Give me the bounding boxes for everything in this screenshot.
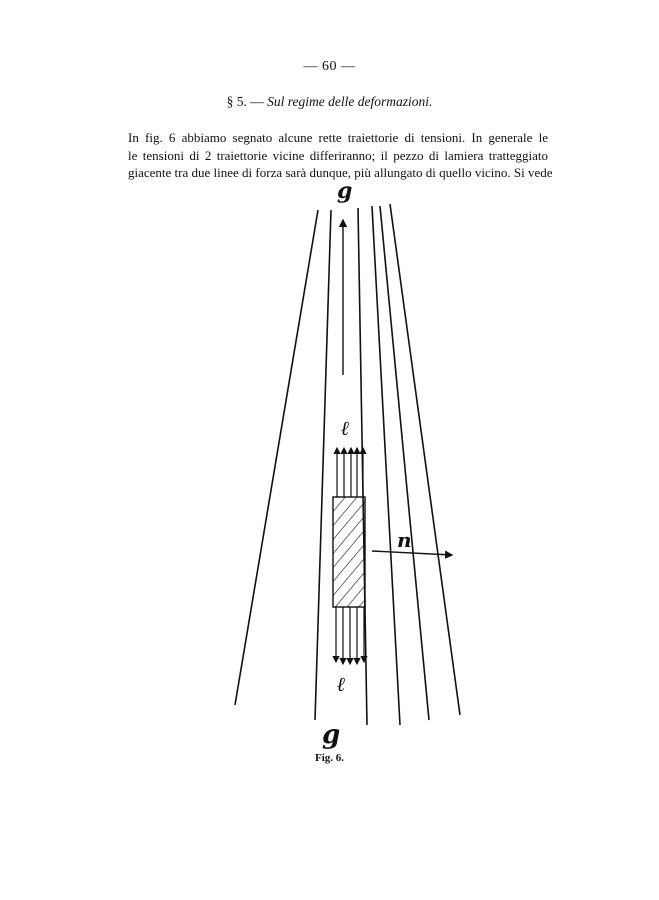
label-g-top: g (337, 178, 353, 204)
paragraph-line: In fig. 6 abbiamo segnato alcune rette traiettorie di tensioni. In generale le (128, 130, 548, 145)
upper-tension-arrows (337, 448, 363, 497)
body-paragraph (128, 129, 553, 182)
trajectory-line (390, 204, 460, 715)
lower-tension-arrows (336, 607, 364, 664)
hatched-strip (333, 497, 365, 607)
label-l-lower: ℓ (337, 672, 346, 696)
section-heading (0, 94, 659, 110)
label-n: n (397, 528, 412, 552)
figure-caption: Fig. 6. (314, 752, 345, 764)
normal-arrow (372, 551, 452, 555)
paragraph-line: le tensioni di 2 traiettorie vicine differiranno; il pezzo di lamiera tratteggiato (128, 147, 548, 163)
trajectory-line (315, 210, 331, 720)
figure-drawing (0, 180, 659, 750)
trajectory-line (235, 210, 318, 705)
trajectory-lines (235, 204, 460, 725)
section-title: Sul regime delle deformazioni. (267, 94, 433, 109)
label-l-upper: ℓ (341, 416, 350, 440)
paragraph-line: giacente tra due linee di forza sarà dunque, più allungato di quello vicino. Si vede (128, 165, 553, 180)
section-marker: § 5. — (226, 94, 264, 109)
page-number: — 60 — (303, 59, 356, 74)
figure-6 (0, 180, 659, 750)
trajectory-line (372, 206, 400, 725)
label-g-bottom: g (322, 720, 341, 750)
trajectory-line (380, 206, 429, 720)
